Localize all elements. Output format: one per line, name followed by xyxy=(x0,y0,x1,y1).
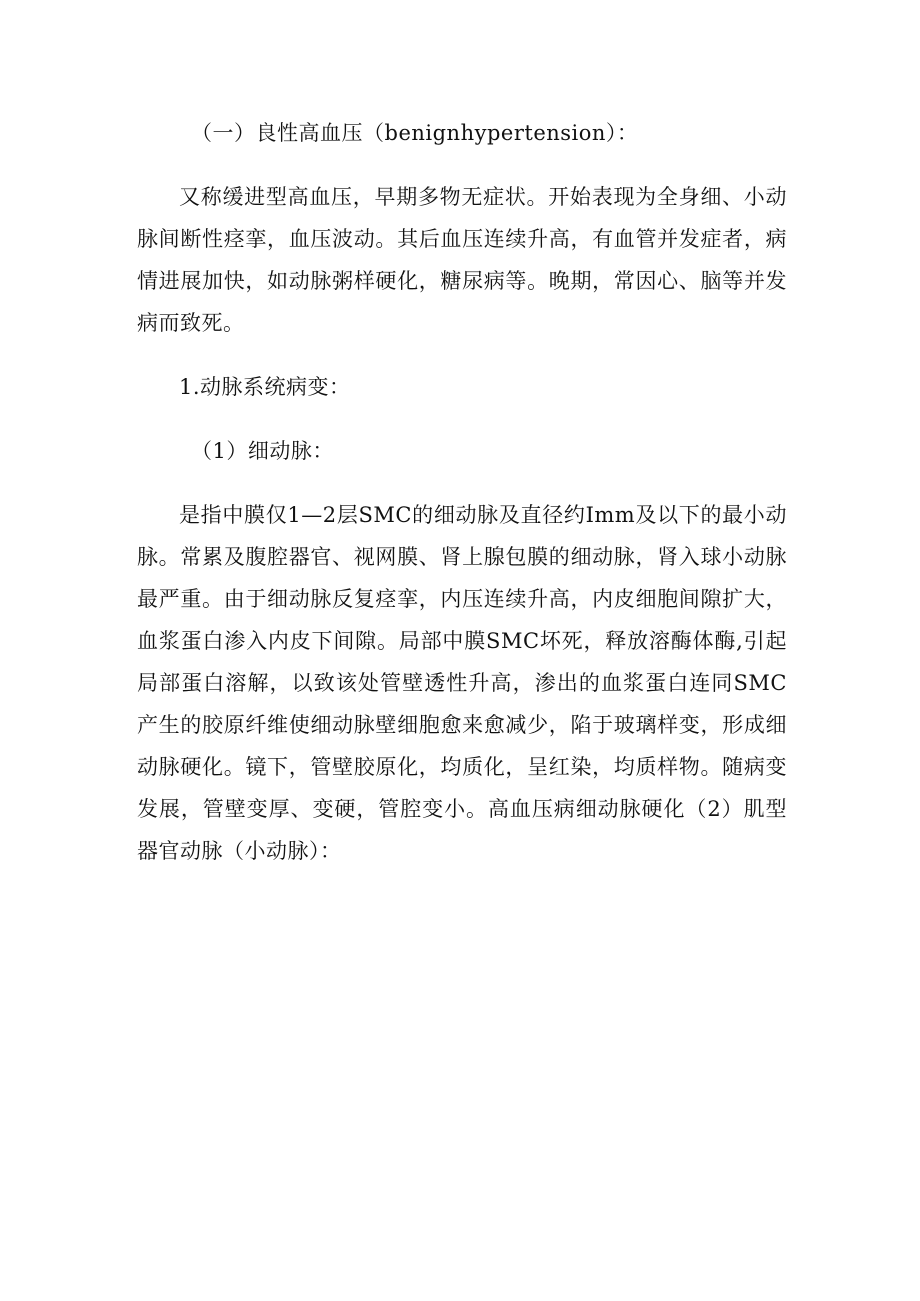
arteriole-paragraph: 是指中膜仅1—2层SMC的细动脉及直径约Imm及以下的最小动脉。常累及腹腔器官、视网膜、肾上腺包膜的细动脉，肾入球小动脉最严重。由于细动脉反复痉挛，内压连续升高，内皮细胞间隙扩大，血浆蛋白渗入内皮下间隙。局部中膜SMC坏死，释放溶酶体酶,引起局部蛋白溶解，以致该处管壁透性升高，渗出的血浆蛋白连同SMC产生的胶原纤维使细动脉壁细胞愈来愈减少，陷于玻璃样变，形成细动脉硬化。镜下，管壁胶原化，均质化，呈红染，均质样物。随病变发展，管壁变厚、变硬，管腔变小。高血压病细动脉硬化（2）肌型器官动脉（小动脉）： xyxy=(137,503,787,863)
subheading-arterioles: （1）细动脉： xyxy=(191,439,334,463)
subheading-arterial-system: 1.动脉系统病变： xyxy=(179,375,351,399)
intro-paragraph: 又称缓进型高血压，早期多物无症状。开始表现为全身细、小动脉间断性痉挛，血压波动。其后血压连续升高，有血管并发症者，病情进展加快，如动脉粥样硬化，糖尿病等。晚期，常因心、脑等并发病而致死。 xyxy=(137,185,787,335)
document-body xyxy=(137,112,787,872)
section-heading: （一）良性高血压（benignhypertension）： xyxy=(191,121,639,145)
